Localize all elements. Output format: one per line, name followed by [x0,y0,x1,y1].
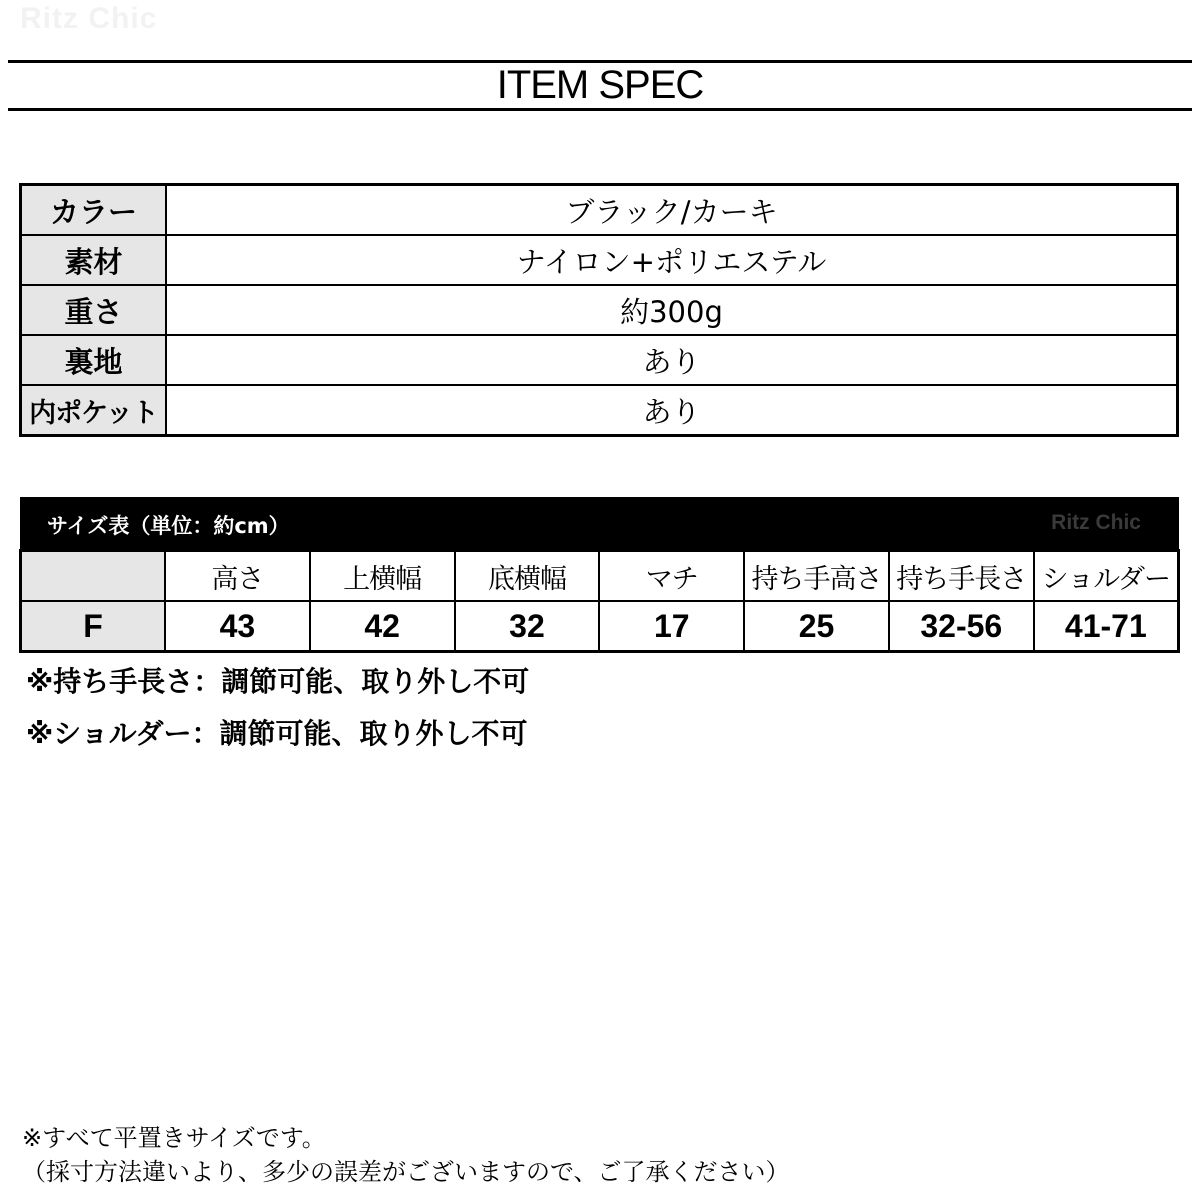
size-header-cell: 上横幅 [310,551,455,602]
spec-label: 裏地 [21,335,167,385]
size-value-cell: 32 [455,601,600,652]
spec-row [21,235,1178,285]
size-value-cell: 42 [310,601,455,652]
spec-value: あり [166,385,1178,436]
spec-label: カラー [21,185,167,236]
spec-row [21,335,1178,385]
brand-watermark: Ritz Chic [20,2,158,35]
size-header-row [21,551,1179,602]
spec-value: ブラック/カーキ [166,185,1178,236]
size-value-cell: 32-56 [889,601,1034,652]
size-header-cell: ショルダー [1034,551,1179,602]
spec-value: ナイロン+ポリエステル [166,235,1178,285]
size-header-cell: 持ち手高さ [744,551,889,602]
size-table-header-bar [20,497,1179,549]
spec-label: 素材 [21,235,167,285]
spec-row [21,285,1178,335]
title-rule-bottom [8,108,1192,111]
size-header-corner [21,551,166,602]
size-value-row [21,601,1179,652]
spec-value: 約300g [166,285,1178,335]
size-header-cell: 底横幅 [455,551,600,602]
footer-note-tolerance: （採寸方法違いより、多少の誤差がございますので、ご了承ください） [22,1158,790,1186]
spec-row [21,185,1178,236]
size-value-cell: 43 [165,601,310,652]
size-table-caption: サイズ表（単位：約cm） [47,514,290,538]
footer-note-flat: ※すべて平置きサイズです。 [22,1124,326,1152]
spec-label: 内ポケット [21,385,167,436]
size-table-brand: Ritz Chic [1051,511,1141,534]
size-value-cell: 25 [744,601,889,652]
spec-value: あり [166,335,1178,385]
size-header-cell: 持ち手長さ [889,551,1034,602]
spec-table [19,183,1179,437]
page-title: ITEM SPEC [496,63,704,107]
size-table [19,549,1180,653]
size-header-cell: 高さ [165,551,310,602]
note-shoulder: ※ショルダー：調節可能、取り外し不可 [26,717,528,750]
spec-row [21,385,1178,436]
note-handle-length: ※持ち手長さ：調節可能、取り外し不可 [26,665,530,698]
size-value-cell: 17 [599,601,744,652]
spec-label: 重さ [21,285,167,335]
size-value-cell: 41-71 [1034,601,1179,652]
size-row-label: F [21,601,166,652]
size-header-cell: マチ [599,551,744,602]
